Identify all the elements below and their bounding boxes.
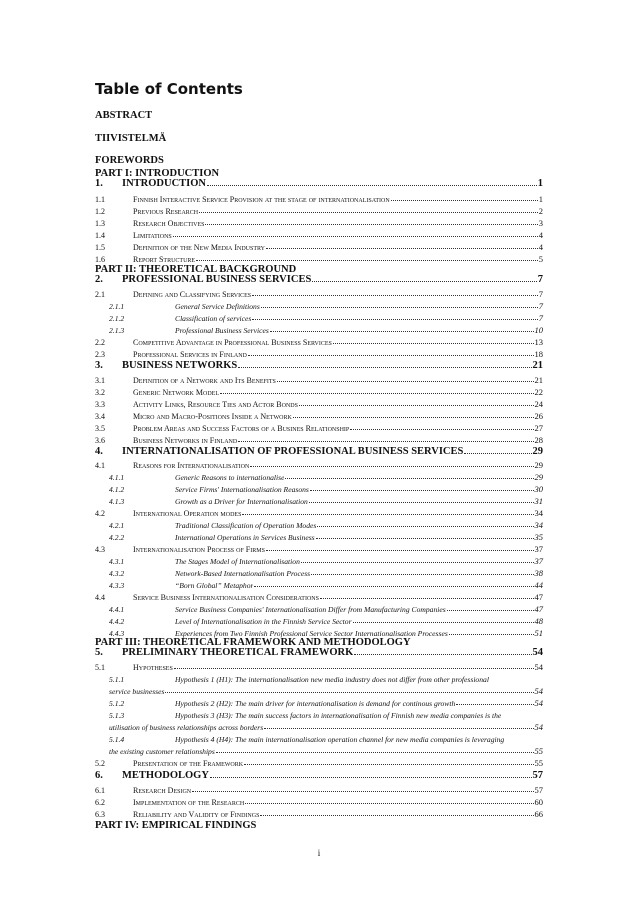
entry-title: Professional Services in Finland — [133, 350, 247, 359]
entry-title: Research Design — [133, 786, 192, 795]
toc-entry[interactable] — [95, 660, 543, 672]
entry-title-continued: utilisation of business relationships across borders — [109, 723, 264, 732]
entry-number: 3.3 — [95, 400, 105, 409]
dot-leader — [312, 281, 536, 282]
entry-title: Report Structure — [133, 255, 196, 264]
entry-title: Service Business Internationalisation Considerations — [133, 593, 319, 602]
entry-title: Level of Internationalisation in the Finnish Service Sector — [175, 617, 352, 626]
entry-title: Micro and Macro-Positions Inside a Network — [133, 412, 292, 421]
entry-title: Hypotheses — [133, 663, 173, 672]
toc-entry[interactable] — [95, 470, 543, 482]
entry-number: 3.4 — [95, 412, 105, 421]
entry-title: Presentation of the Framework — [133, 759, 244, 768]
toc-entry[interactable] — [95, 696, 543, 708]
entry-number: 3.6 — [95, 436, 105, 445]
entry-page: 57 — [532, 770, 543, 781]
entry-page: 37 — [534, 544, 543, 554]
toc-entry[interactable] — [95, 578, 543, 590]
entry-number: 4.3 — [95, 545, 105, 554]
entry-title: INTERNATIONALISATION OF PROFESSIONAL BUSINESS SERVICES — [122, 446, 464, 457]
entry-title: “Born Global” Metaphor — [175, 581, 254, 590]
toc-entry[interactable] — [95, 409, 543, 421]
entry-page: 10 — [534, 325, 543, 335]
entry-page: 55 — [534, 746, 543, 756]
entry-title: Professional Business Services — [175, 326, 269, 335]
entry-title: PRELIMINARY THEORETICAL FRAMEWORK — [122, 647, 354, 658]
entry-number: 2.1.1 — [109, 302, 125, 311]
entry-page: 54 — [534, 722, 543, 732]
entry-page: 60 — [534, 797, 543, 807]
entry-number: 4.3.2 — [109, 569, 125, 578]
entry-title: INTRODUCTION — [122, 178, 207, 189]
abstract-heading: ABSTRACT — [95, 110, 153, 121]
entry-page: 34 — [534, 508, 543, 518]
entry-title: Activity Links, Resource Ties and Actor Bonds — [133, 400, 298, 409]
entry-title: Problem Areas and Success Factors of a Busines Relationship — [133, 424, 350, 433]
toc-entry[interactable] — [95, 216, 543, 228]
toc-entry[interactable] — [95, 482, 543, 494]
entry-page: 2 — [538, 206, 543, 216]
entry-title: Service Firms' Internationalisation Reasons — [175, 485, 309, 494]
dot-leader — [252, 295, 538, 296]
entry-title: Finnish Interactive Service Provision at the stage of internationalisation — [133, 195, 390, 204]
toc-entry[interactable] — [95, 299, 543, 311]
entry-title: Definition of a Network and Its Benefits — [133, 376, 276, 385]
entry-number: 2.1.3 — [109, 326, 125, 335]
dot-leader — [310, 490, 534, 491]
entry-number: 4. — [95, 446, 103, 457]
toc-entry[interactable] — [95, 228, 543, 240]
dot-leader — [309, 502, 534, 503]
toc-entry[interactable] — [95, 240, 543, 252]
entry-title: Definition of the New Media Industry — [133, 243, 265, 252]
toc-entry[interactable] — [95, 506, 543, 518]
entry-number: 4.4.1 — [109, 605, 125, 614]
entry-number: 4.4.3 — [109, 629, 125, 638]
entry-number: 4.4.2 — [109, 617, 125, 626]
entry-number: 3.5 — [95, 424, 105, 433]
entry-number: 4.2.1 — [109, 521, 125, 530]
entry-page: 66 — [534, 809, 543, 819]
entry-page: 47 — [534, 604, 543, 614]
entry-page: 35 — [534, 532, 543, 542]
dot-leader — [333, 343, 534, 344]
entry-page: 37 — [534, 556, 543, 566]
dot-leader — [173, 236, 538, 237]
dot-leader — [210, 777, 532, 778]
entry-number: 5.1.2 — [109, 699, 125, 708]
entry-page: 28 — [534, 435, 543, 445]
dot-leader — [350, 429, 533, 430]
entry-page: 21 — [532, 360, 543, 371]
dot-leader — [277, 381, 534, 382]
entry-title: BUSINESS NETWORKS — [122, 360, 238, 371]
entry-title: Competitive Advantage in Professional Business Services — [133, 338, 332, 347]
toc-entry[interactable] — [95, 769, 543, 781]
entry-title: PROFESSIONAL BUSINESS SERVICES — [122, 274, 312, 285]
entry-title-continued: the existing customer relationships — [109, 747, 215, 756]
dot-leader — [244, 764, 533, 765]
entry-number: 5.1.3 — [109, 711, 125, 720]
entry-page: 24 — [534, 399, 543, 409]
entry-page: 4 — [538, 230, 543, 240]
entry-title: Internationalisation Process of Firms — [133, 545, 265, 554]
entry-number: 6.1 — [95, 786, 105, 795]
entry-number: 2. — [95, 274, 103, 285]
entry-number: 6. — [95, 770, 103, 781]
dot-leader — [238, 367, 531, 368]
entry-number: 1.4 — [95, 231, 105, 240]
entry-number: 4.2 — [95, 509, 105, 518]
entry-page: 29 — [534, 460, 543, 470]
entry-page: 3 — [538, 218, 543, 228]
entry-title: Classification of services — [175, 314, 252, 323]
dot-leader — [205, 224, 537, 225]
entry-number: 5.1.1 — [109, 675, 125, 684]
toc-entry[interactable] — [95, 347, 543, 359]
entry-page: 54 — [534, 686, 543, 696]
entry-page: 29 — [532, 446, 543, 457]
entry-number: 5.1 — [95, 663, 105, 672]
entry-page: 1 — [538, 194, 543, 204]
entry-number: 4.3.3 — [109, 581, 125, 590]
toc-entry[interactable] — [95, 273, 543, 285]
entry-title: Experiences from Two Finnish Professional Service Sector Internationalisation Processes — [175, 629, 448, 638]
toc-title: Table of Contents — [95, 80, 243, 98]
entry-number: 4.3.1 — [109, 557, 125, 566]
entry-title: Defining and Classifying Services — [133, 290, 252, 299]
entry-title: Hypothesis 3 (H3): The main success factors in internationalisation of Finnish new media companies is the — [175, 711, 502, 720]
entry-number: 2.1 — [95, 290, 105, 299]
toc-entry[interactable] — [95, 566, 543, 578]
toc-entry[interactable] — [95, 359, 543, 371]
toc-entry[interactable] — [95, 494, 543, 506]
toc-entry[interactable] — [95, 732, 543, 744]
entry-title: Implementation of the Research — [133, 798, 245, 807]
entry-title: Generic Reasons to internationalise — [175, 473, 285, 482]
dot-leader — [320, 598, 534, 599]
entry-title: Traditional Classification of Operation Modes — [175, 521, 317, 530]
entry-number: 1. — [95, 178, 103, 189]
entry-number: 5.1.4 — [109, 735, 125, 744]
dot-leader — [391, 200, 538, 201]
dot-leader — [199, 212, 538, 213]
toc-entry[interactable] — [95, 204, 543, 216]
entry-title: Growth as a Driver for Internationalisation — [175, 497, 308, 506]
entry-page: 44 — [534, 580, 543, 590]
dot-leader — [449, 634, 534, 635]
dot-leader — [301, 562, 534, 563]
dot-leader — [264, 728, 533, 729]
entry-page: 54 — [534, 698, 543, 708]
entry-number: 2.3 — [95, 350, 105, 359]
toc-entry[interactable] — [95, 708, 543, 720]
dot-leader — [254, 586, 533, 587]
toc-entry[interactable] — [95, 756, 543, 768]
toc-entry[interactable] — [95, 287, 543, 299]
dot-leader — [316, 538, 534, 539]
toc-entry[interactable] — [95, 397, 543, 409]
entry-title: International Operations in Services Business — [175, 533, 315, 542]
part-heading: PART III: THEORETICAL FRAMEWORK AND METHODOLOGY — [95, 637, 411, 648]
entry-number: 1.5 — [95, 243, 105, 252]
entry-number: 4.1.2 — [109, 485, 125, 494]
dot-leader — [261, 307, 538, 308]
dot-leader — [266, 248, 538, 249]
entry-number: 5. — [95, 647, 103, 658]
dot-leader — [299, 405, 534, 406]
entry-number: 3. — [95, 360, 103, 371]
entry-page: 4 — [538, 242, 543, 252]
entry-number: 4.1.1 — [109, 473, 125, 482]
entry-title: Hypothesis 4 (H4): The main internationalisation operation channel for new media companies is leveraging — [175, 735, 505, 744]
dot-leader — [248, 355, 534, 356]
toc-entry[interactable] — [95, 192, 543, 204]
dot-leader — [238, 441, 533, 442]
entry-title: Previous Research — [133, 207, 199, 216]
entry-page: 7 — [538, 289, 543, 299]
toc-entry[interactable] — [95, 672, 543, 684]
entry-title: Reasons for Internationalisation — [133, 461, 250, 470]
entry-title: Network-Based Internationalisation Process — [175, 569, 311, 578]
toc-entry[interactable] — [95, 783, 543, 795]
entry-page: 29 — [534, 472, 543, 482]
dot-leader — [464, 453, 531, 454]
toc-entry[interactable] — [95, 323, 543, 335]
dot-leader — [196, 260, 538, 261]
entry-page: 26 — [534, 411, 543, 421]
toc-entry[interactable] — [95, 385, 543, 397]
forewords-heading: FOREWORDS — [95, 155, 164, 166]
dot-leader — [317, 526, 533, 527]
entry-title: The Stages Model of Internationalisation — [175, 557, 300, 566]
toc-entry[interactable] — [95, 795, 543, 807]
entry-number: 3.2 — [95, 388, 105, 397]
entry-page: 57 — [534, 785, 543, 795]
entry-page: 22 — [534, 387, 543, 397]
entry-number: 4.1 — [95, 461, 105, 470]
entry-title: Research Objectives — [133, 219, 205, 228]
entry-number: 6.3 — [95, 810, 105, 819]
dot-leader — [207, 185, 537, 186]
entry-page: 31 — [534, 496, 543, 506]
entry-number: 3.1 — [95, 376, 105, 385]
entry-title: General Service Definitions — [175, 302, 260, 311]
toc-entry[interactable] — [95, 542, 543, 554]
toc-entry-continuation[interactable] — [109, 744, 543, 756]
toc-entry[interactable] — [95, 807, 543, 819]
entry-page: 34 — [534, 520, 543, 530]
toc-entry[interactable] — [95, 433, 543, 445]
toc-entry[interactable] — [95, 335, 543, 347]
entry-page: 54 — [532, 647, 543, 658]
dot-leader — [245, 803, 533, 804]
entry-page: 7 — [538, 301, 543, 311]
entry-page: 54 — [534, 662, 543, 672]
dot-leader — [174, 668, 534, 669]
toc-entry[interactable] — [95, 646, 543, 658]
dot-leader — [260, 815, 533, 816]
entry-number: 6.2 — [95, 798, 105, 807]
toc-entry-continuation[interactable] — [109, 720, 543, 732]
dot-leader — [220, 393, 534, 394]
entry-page: 30 — [534, 484, 543, 494]
entry-number: 4.2.2 — [109, 533, 125, 542]
dot-leader — [216, 752, 534, 753]
entry-number: 5.2 — [95, 759, 105, 768]
entry-title: International Operation modes — [133, 509, 242, 518]
entry-title: Reliability and Validity of Findings — [133, 810, 260, 819]
entry-page: 5 — [538, 254, 543, 264]
dot-leader — [353, 622, 534, 623]
toc-entry[interactable] — [95, 614, 543, 626]
entry-page: 1 — [537, 178, 543, 189]
toc-entry-continuation[interactable] — [109, 684, 543, 696]
entry-title-continued: service businesses — [109, 687, 165, 696]
dot-leader — [456, 704, 533, 705]
dot-leader — [165, 692, 533, 693]
dot-leader — [250, 466, 533, 467]
part-heading: PART IV: EMPIRICAL FINDINGS — [95, 820, 257, 831]
dot-leader — [266, 550, 534, 551]
toc-entry[interactable] — [95, 177, 543, 189]
toc-entry[interactable] — [95, 445, 543, 457]
page-number: i — [317, 848, 321, 858]
entry-number: 1.2 — [95, 207, 105, 216]
dot-leader — [252, 319, 537, 320]
entry-title: Hypothesis 2 (H2): The main driver for internationalisation is demand for continous growth — [175, 699, 456, 708]
entry-number: 2.2 — [95, 338, 105, 347]
dot-leader — [311, 574, 533, 575]
toc-entry[interactable] — [95, 590, 543, 602]
entry-title: Business Networks in Finland — [133, 436, 238, 445]
entry-page: 21 — [534, 375, 543, 385]
entry-page: 55 — [534, 758, 543, 768]
entry-page: 51 — [534, 628, 543, 638]
entry-page: 48 — [534, 616, 543, 626]
entry-number: 4.4 — [95, 593, 105, 602]
entry-title: METHODOLOGY — [122, 770, 209, 781]
entry-page: 7 — [538, 313, 543, 323]
entry-page: 27 — [534, 423, 543, 433]
entry-number: 2.1.2 — [109, 314, 125, 323]
dot-leader — [270, 331, 534, 332]
toc-entry[interactable] — [95, 554, 543, 566]
toc-entry[interactable] — [95, 373, 543, 385]
part-heading: PART II: THEORETICAL BACKGROUND — [95, 264, 297, 275]
part-heading: PART I: INTRODUCTION — [95, 168, 220, 179]
entry-page: 18 — [534, 349, 543, 359]
entry-number: 1.3 — [95, 219, 105, 228]
toc-entry[interactable] — [95, 530, 543, 542]
toc-entry[interactable] — [95, 421, 543, 433]
entry-title: Hypothesis 1 (H1): The internationalisation new media industry does not differ from other professional — [175, 675, 489, 684]
entry-number: 1.6 — [95, 255, 105, 264]
toc-entry[interactable] — [95, 458, 543, 470]
toc-entry[interactable] — [95, 311, 543, 323]
dot-leader — [242, 514, 533, 515]
entry-page: 38 — [534, 568, 543, 578]
entry-page: 13 — [534, 337, 543, 347]
dot-leader — [192, 791, 533, 792]
tiivistelma-heading: TIIVISTELMÄ — [95, 133, 167, 144]
dot-leader — [285, 478, 533, 479]
toc-entry[interactable] — [95, 252, 543, 264]
entry-title: Limitations — [133, 231, 172, 240]
entry-page: 7 — [537, 274, 543, 285]
toc-entry[interactable] — [95, 602, 543, 614]
dot-leader — [293, 417, 534, 418]
toc-entry[interactable] — [95, 518, 543, 530]
entry-title: Service Business Companies' Internationalisation Differ from Manufacturing Companies — [175, 605, 446, 614]
entry-number: 4.1.3 — [109, 497, 125, 506]
dot-leader — [354, 654, 531, 655]
entry-number: 1.1 — [95, 195, 105, 204]
dot-leader — [447, 610, 534, 611]
entry-title: Generic Network Model — [133, 388, 219, 397]
entry-page: 47 — [534, 592, 543, 602]
